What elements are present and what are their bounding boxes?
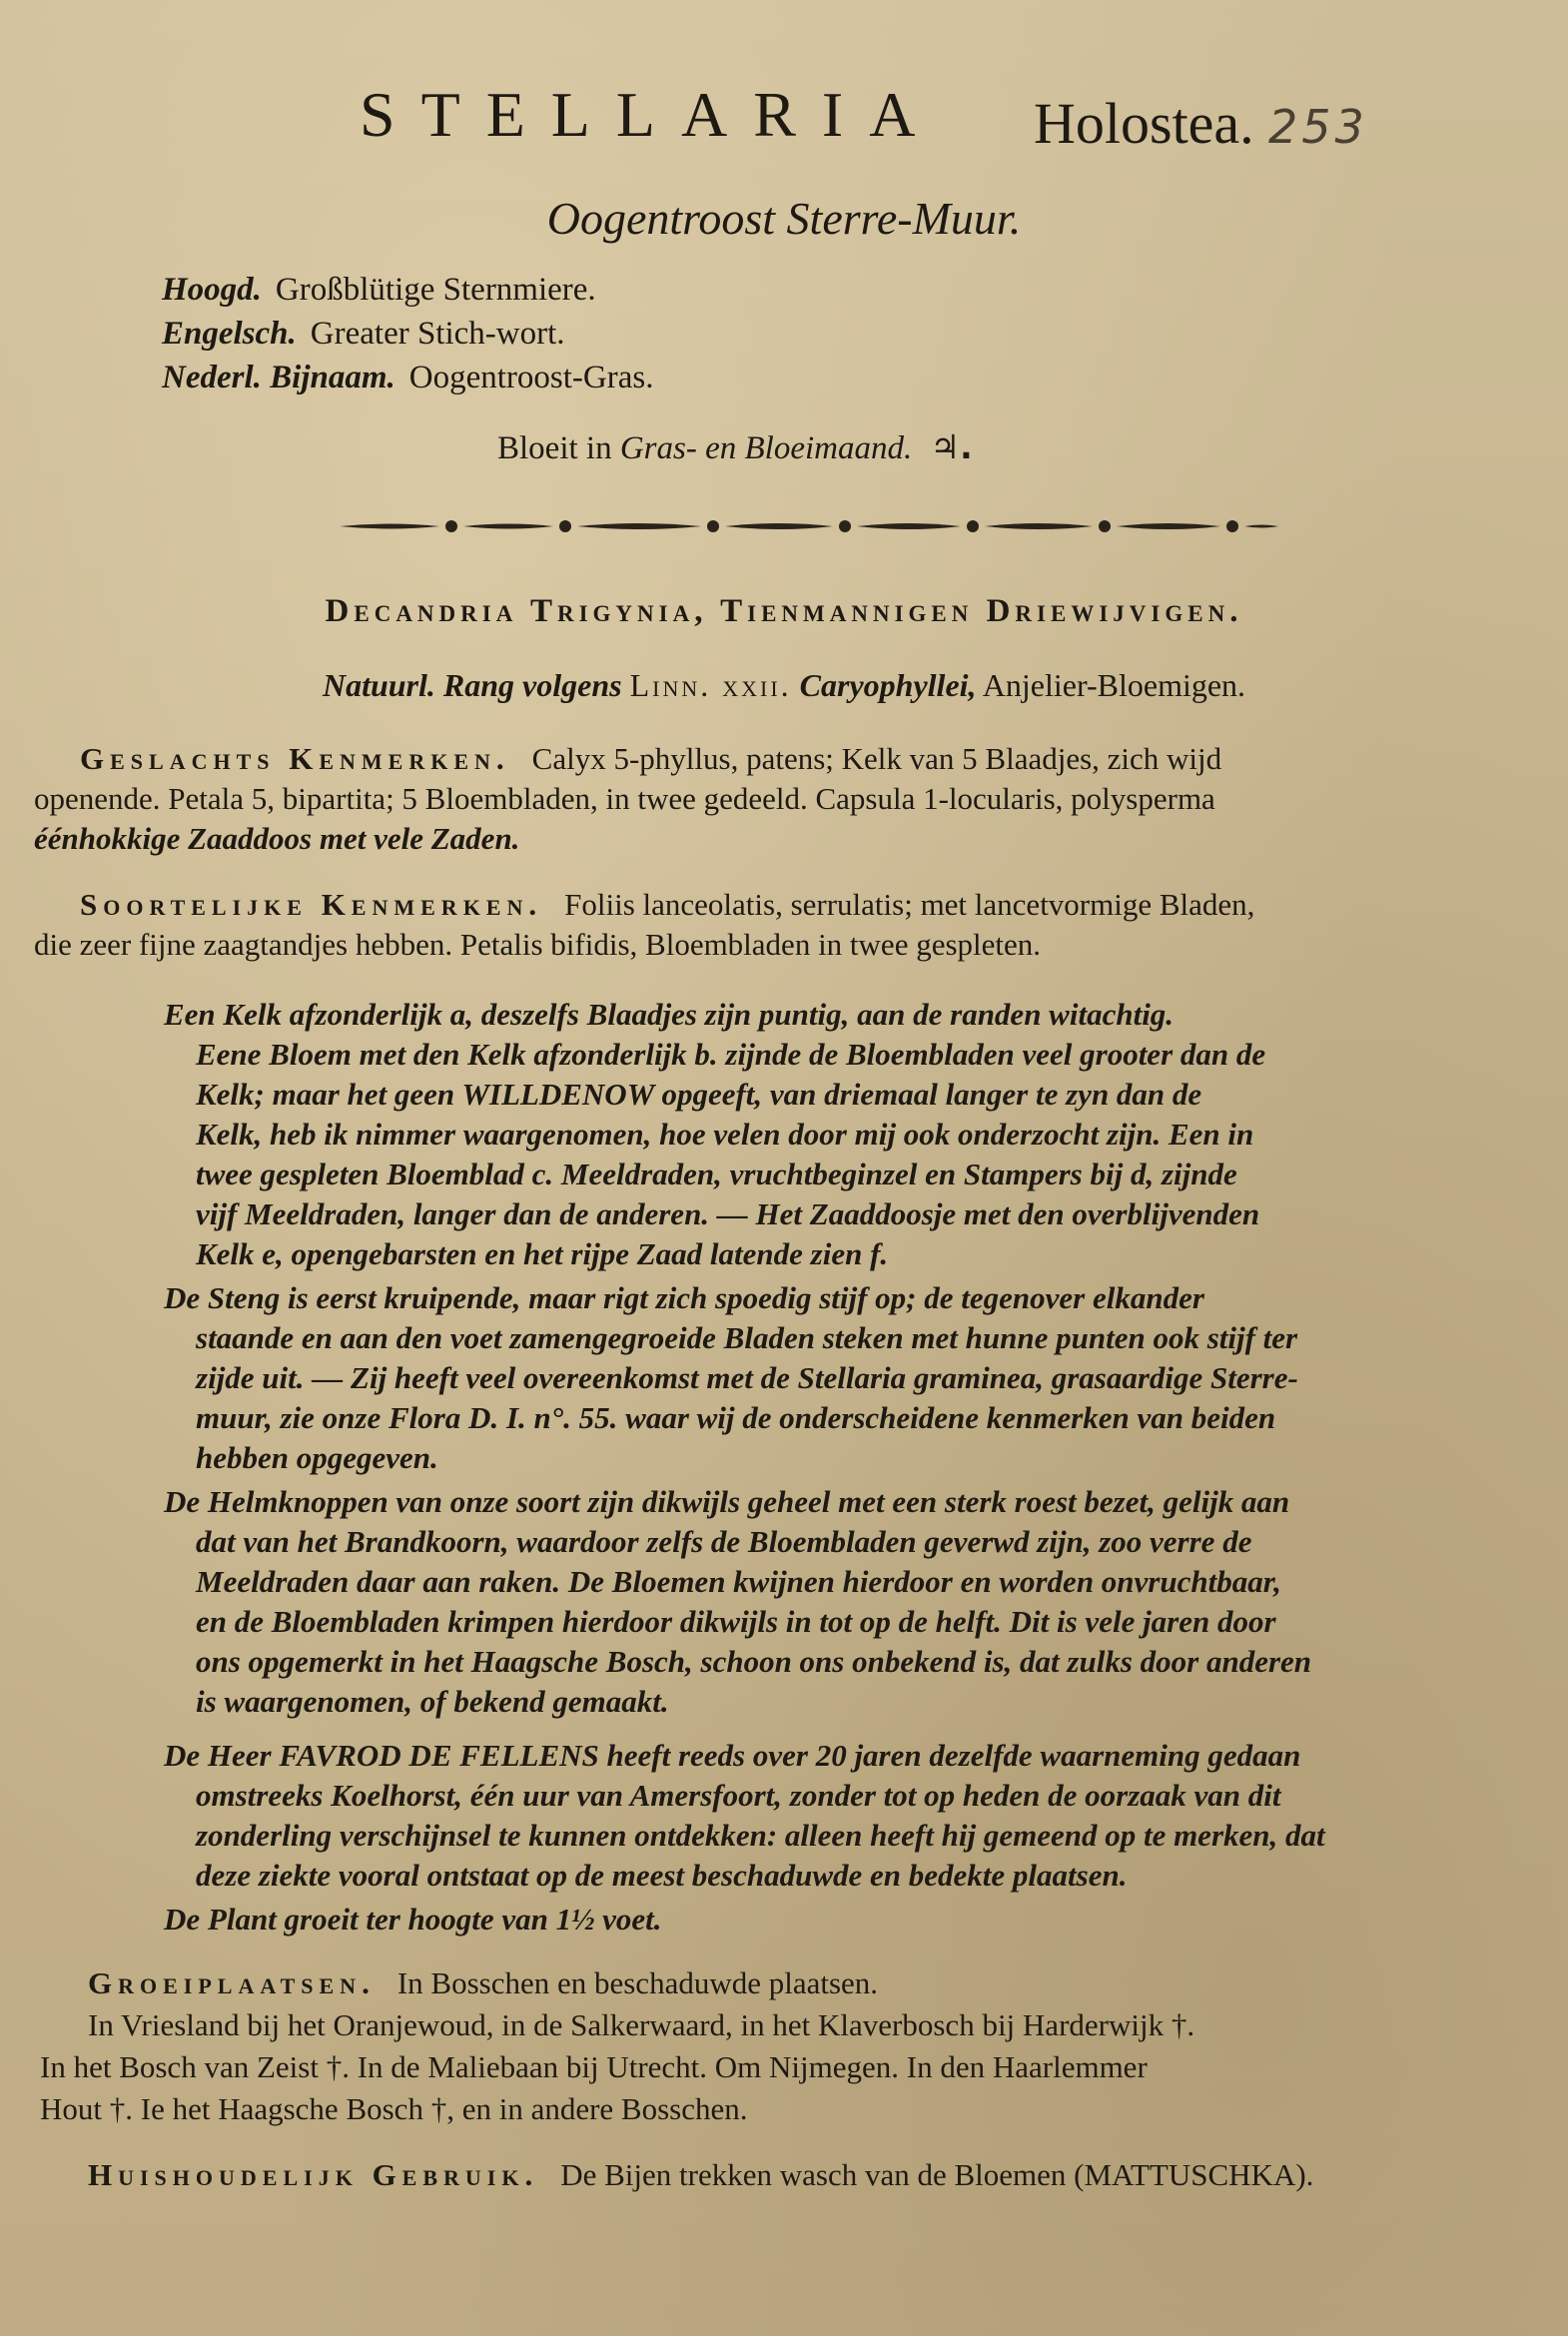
description-line: dat van het Brandkoorn, waardoor zelfs de Bloembladen geverwd zijn, zoo verre de (196, 1524, 1252, 1559)
specific-characters-line-2: die zeer fijne zaagtandjes hebben. Petalis bifidis, Bloembladen in twee gespleten. (34, 927, 1042, 962)
dutch-common-name: Oogentroost Sterre-Muur. (546, 193, 1022, 244)
description-line: muur, zie onze Flora D. I. n°. 55. waar wij de onderscheidene kenmerken van beiden (196, 1400, 1276, 1435)
description-line: zonderling verschijnsel te kunnen ontdekken: alleen heeft hij gemeend op te merken, dat (196, 1818, 1325, 1853)
rank-label: Natuurl. Rang volgens (322, 667, 622, 703)
household-use-text: De Bijen trekken wasch van de Bloemen (MATTUSCHKA). (560, 2157, 1314, 2192)
description-line: zijde uit. — Zij heeft veel overeenkomst met de Stellaria graminea, grasaardige Sterre- (196, 1360, 1298, 1395)
generic-characters-text: Calyx 5-phyllus, patens; Kelk van 5 Blaadjes, zich wijd (531, 741, 1222, 776)
specific-characters-text: Foliis lanceolatis, serrulatis; met lancetvormige Bladen, (564, 887, 1255, 922)
habitat-text: In Bosschen en beschaduwde plaatsen. (396, 1965, 879, 2000)
common-name-dutch (162, 360, 653, 396)
habitat-line-4: Hout †. Ie het Haagsche Bosch †, en in andere Bosschen. (40, 2091, 748, 2126)
rank-family-dutch: Anjelier-Bloemigen. (982, 667, 1246, 703)
description-line: De Helmknoppen van onze soort zijn dikwijls geheel met een sterk roest bezet, gelijk aan (164, 1484, 1290, 1519)
description-line: Kelk; maar het geen WILLDENOW opgeeft, van driemaal langer te zyn dan de (196, 1077, 1202, 1112)
description-line: deze ziekte vooral ontstaat op de meest beschaduwde en bedekte plaatsen. (196, 1858, 1128, 1893)
description-line: omstreeks Koelhorst, één uur van Amersfoort, zonder tot op heden de oorzaak van dit (196, 1778, 1281, 1813)
description-line: Een Kelk afzonderlijk a, deszelfs Blaadjes zijn puntig, aan de randen witachtig. (164, 997, 1175, 1032)
description-line: Eene Bloem met den Kelk afzonderlijk b. zijnde de Bloembladen veel grooter dan de (196, 1037, 1266, 1072)
language-label: Engelsch. (162, 316, 297, 352)
language-label: Hoogd. (162, 272, 262, 308)
description-line: ons opgemerkt in het Haagsche Bosch, schoon ons onbekend is, dat zulks door anderen (196, 1644, 1312, 1679)
description-line: staande en aan den voet zamengegroeide Bladen steken met hunne punten ook stijf ter (196, 1320, 1298, 1355)
description-line: De Heer FAVROD DE FELLENS heeft reeds over 20 jaren dezelfde waarneming gedaan (164, 1738, 1301, 1773)
description-line: is waargenomen, of bekend gemaakt. (196, 1684, 669, 1719)
common-name-english (162, 316, 565, 353)
description-line: en de Bloembladen krimpen hierdoor dikwijls in tot op de helft. Dit is vele jaren door (196, 1604, 1276, 1639)
description-line: hebben opgegeven. (196, 1440, 438, 1475)
generic-characters-label: Geslachts Kenmerken. (80, 741, 510, 776)
handwritten-page-number: 253 (1268, 100, 1368, 154)
habitat-label: Groeiplaatsen. (88, 1965, 376, 2000)
genus-title: STELLARIA (360, 79, 942, 150)
bloom-prefix: Bloeit in (497, 430, 612, 466)
habitat-line-1 (88, 1967, 878, 1998)
household-use-line (88, 2159, 1313, 2190)
natural-rank-line (0, 667, 1568, 704)
common-name-german (162, 272, 596, 309)
description-line: Kelk, heb ik nimmer waargenomen, hoe velen door mij ook onderzocht zijn. Een in (196, 1117, 1254, 1152)
language-label: Nederl. Bijnaam. (162, 360, 395, 395)
jupiter-perennial-symbol: ♃. (930, 427, 973, 466)
species-title: Holostea. (1034, 91, 1254, 156)
description-line: De Steng is eerst kruipende, maar rigt zich spoedig stijf op; de tegenover elkander (164, 1280, 1204, 1315)
common-name-value: Greater Stich-wort. (310, 316, 565, 352)
specific-characters-label: Soortelijke Kenmerken. (80, 887, 543, 922)
generic-characters-line-1 (80, 743, 1221, 774)
linnaean-class-heading: Decandria Trigynia, Tienmannigen Driewijvigen. (325, 593, 1243, 629)
rank-family: Caryophyllei, (799, 667, 977, 703)
description-line: vijf Meeldraden, langer dan de anderen. — Het Zaaddoosje met den overblijvenden (196, 1196, 1260, 1231)
ornamental-rule (340, 513, 1278, 539)
specific-characters-line-1 (80, 889, 1254, 920)
habitat-line-2: In Vriesland bij het Oranjewoud, in de Salkerwaard, in het Klaverbosch bij Harderwijk †. (88, 2007, 1195, 2042)
description-line: De Plant groeit ter hoogte van 1½ voet. (164, 1902, 662, 1937)
generic-characters-line-3: éénhokkige Zaaddoos met vele Zaden. (34, 821, 520, 856)
common-name-value: Oogentroost-Gras. (408, 360, 654, 395)
description-line: Meeldraden daar aan raken. De Bloemen kwijnen hierdoor en worden onvruchtbaar, (196, 1564, 1281, 1599)
bloom-period (497, 427, 973, 467)
bloom-months: Gras- en Bloeimaand. (619, 430, 913, 466)
common-name-value: Großblütige Sternmiere. (275, 272, 596, 308)
rank-author: Linn. xxii. (629, 667, 792, 703)
description-line: Kelk e, opengebarsten en het rijpe Zaad latende zien f. (196, 1236, 889, 1271)
household-use-label: Huishoudelijk Gebruik. (88, 2157, 539, 2192)
habitat-line-3: In het Bosch van Zeist †. In de Maliebaan bij Utrecht. Om Nijmegen. In den Haarlemmer (40, 2049, 1148, 2084)
generic-characters-line-2: openende. Petala 5, bipartita; 5 Bloembladen, in twee gedeeld. Capsula 1-locularis, polysperma (34, 781, 1215, 816)
description-line: twee gespleten Bloemblad c. Meeldraden, vruchtbeginzel en Stampers bij d, zijnde (196, 1157, 1237, 1191)
